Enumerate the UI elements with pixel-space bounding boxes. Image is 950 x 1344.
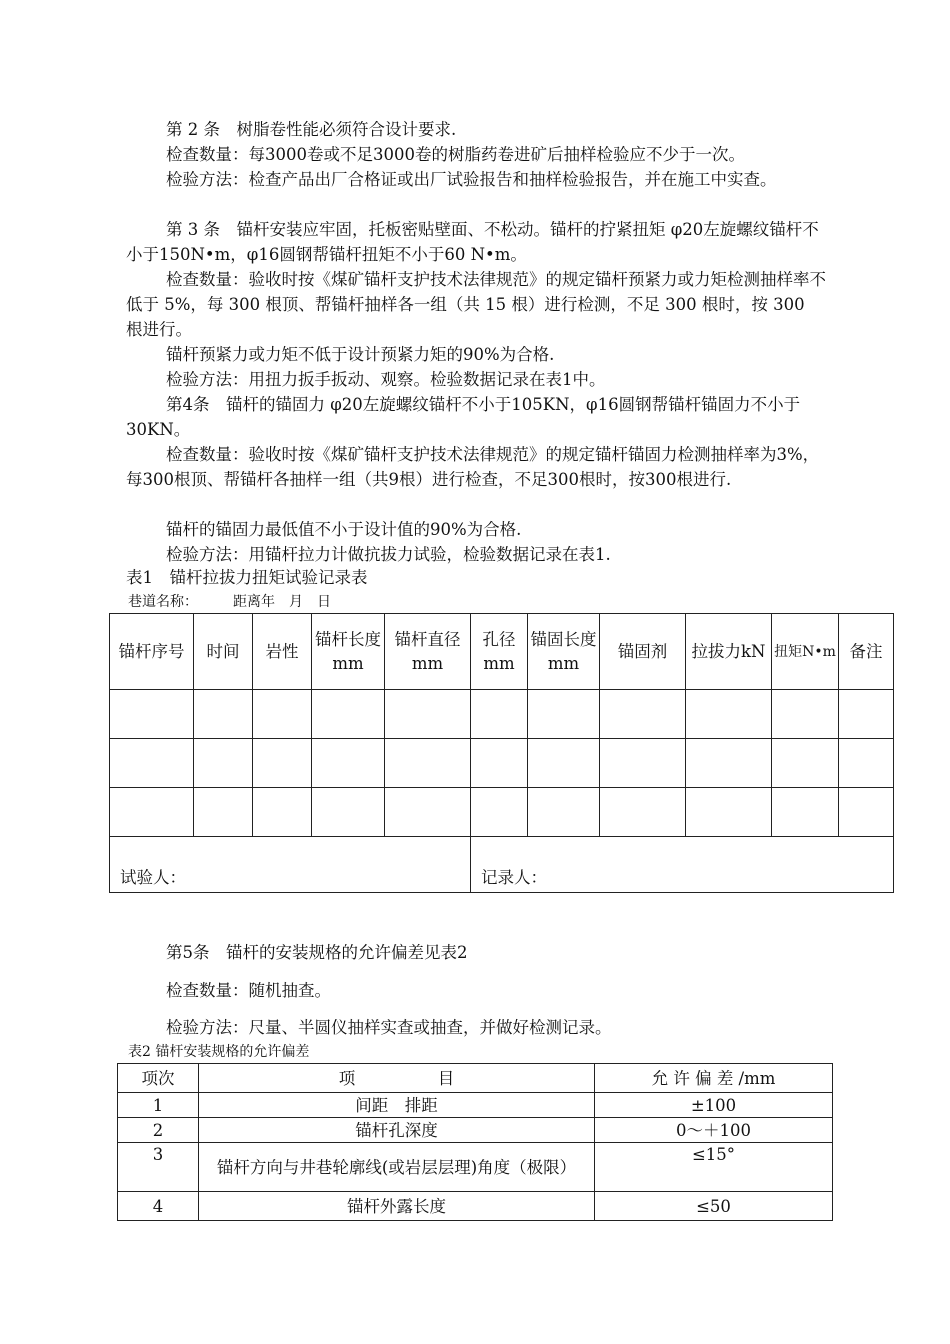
table-cell xyxy=(772,788,839,837)
table-cell xyxy=(528,739,600,788)
header-cell: 扭矩N•m xyxy=(772,614,839,690)
article-3-text: 锚杆安装应牢固，托板密贴壁面、不松动。锚杆的拧紧扭矩 φ20左旋螺纹锚杆不小于150N•m，φ16圆钢帮锚杆扭矩不小于60 N•m。 xyxy=(126,220,819,264)
table-cell xyxy=(528,788,600,837)
article-3-pass-criteria: 锚杆预紧力或力矩不低于设计预紧力矩的90%为合格. xyxy=(166,345,555,364)
article-4-heading: 第4条 xyxy=(166,395,210,414)
table-cell xyxy=(772,739,839,788)
header-cell: 锚杆直径mm xyxy=(385,614,471,690)
tester-signature: 试验人： xyxy=(110,837,471,893)
article-3 xyxy=(126,217,826,267)
table-cell xyxy=(600,788,686,837)
row-item: 锚杆方向与井巷轮廓线(或岩层层理)角度（极限） xyxy=(199,1143,595,1192)
row-number: 1 xyxy=(118,1093,199,1118)
table-2-caption: 表2 锚杆安装规格的允许偏差 xyxy=(128,1044,310,1060)
table-1-subcaption: 巷道名称： 距离年 月 日 xyxy=(128,594,331,610)
header-cell: 项次 xyxy=(118,1064,199,1093)
table-row xyxy=(110,739,894,788)
article-5: 第5条 锚杆的安装规格的允许偏差见表2 xyxy=(166,943,468,962)
article-4-pass-criteria: 锚杆的锚固力最低值不小于设计值的90%为合格. xyxy=(166,520,522,539)
table-row xyxy=(110,788,894,837)
table-cell xyxy=(312,739,385,788)
table-cell xyxy=(110,690,194,739)
article-2-heading: 第 2 条 xyxy=(166,120,220,139)
recorder-signature: 记录人： xyxy=(471,837,894,893)
table-1-header-row xyxy=(110,614,894,690)
row-tolerance: 0～＋100 xyxy=(595,1118,833,1143)
table-cell xyxy=(839,690,894,739)
table-cell xyxy=(110,788,194,837)
table-cell xyxy=(110,739,194,788)
table-cell xyxy=(686,739,772,788)
table-row xyxy=(118,1118,833,1143)
table-cell xyxy=(385,690,471,739)
row-item: 锚杆孔深度 xyxy=(199,1118,595,1143)
article-4-text: 锚杆的锚固力 φ20左旋螺纹锚杆不小于105KN，φ16圆钢帮锚杆锚固力不小于30KN。 xyxy=(126,395,801,439)
table-cell xyxy=(686,690,772,739)
table-cell xyxy=(194,739,253,788)
header-cell: 孔径mm xyxy=(471,614,528,690)
article-5-method: 检验方法：尺量、半圆仪抽样实查或抽查，并做好检测记录。 xyxy=(166,1018,612,1037)
table-cell xyxy=(385,739,471,788)
header-cell: 锚固剂 xyxy=(600,614,686,690)
table-cell xyxy=(312,690,385,739)
header-cell: 拉拔力kN xyxy=(686,614,772,690)
header-cell: 岩性 xyxy=(253,614,312,690)
table-cell xyxy=(600,690,686,739)
header-cell: 锚固长度mm xyxy=(528,614,600,690)
table-cell xyxy=(600,739,686,788)
header-cell: 允 许 偏 差 /mm xyxy=(595,1064,833,1093)
table-row xyxy=(118,1143,833,1192)
table-row xyxy=(118,1192,833,1221)
article-3-heading: 第 3 条 xyxy=(166,220,220,239)
table-cell xyxy=(253,690,312,739)
table-row xyxy=(110,690,894,739)
table-cell xyxy=(528,690,600,739)
row-item: 间距 排距 xyxy=(199,1093,595,1118)
table-cell xyxy=(839,739,894,788)
row-item: 锚杆外露长度 xyxy=(199,1192,595,1221)
table-cell xyxy=(471,690,528,739)
article-2-method: 检验方法：检查产品出厂合格证或出厂试验报告和抽样检验报告，并在施工中实查。 xyxy=(166,170,777,189)
table-row xyxy=(118,1093,833,1118)
header-cell: 时间 xyxy=(194,614,253,690)
article-5-quantity: 检查数量：随机抽查。 xyxy=(166,981,331,1000)
table-cell xyxy=(312,788,385,837)
anchor-pull-test-table xyxy=(109,613,894,893)
article-4-method: 检验方法：用锚杆拉力计做抗拔力试验，检验数据记录在表1. xyxy=(166,545,611,564)
table-cell xyxy=(385,788,471,837)
table-1-caption: 表1 锚杆拉拔力扭矩试验记录表 xyxy=(126,568,368,587)
table-cell xyxy=(253,788,312,837)
row-tolerance: ≤50 xyxy=(595,1192,833,1221)
header-cell: 锚杆序号 xyxy=(110,614,194,690)
article-2-quantity: 检查数量：每3000卷或不足3000卷的树脂药卷进矿后抽样检验应不少于一次。 xyxy=(166,145,745,164)
header-cell: 备注 xyxy=(839,614,894,690)
table-cell xyxy=(253,739,312,788)
install-tolerance-table xyxy=(117,1063,833,1221)
row-number: 2 xyxy=(118,1118,199,1143)
article-3-method: 检验方法：用扭力扳手扳动、观察。检验数据记录在表1中。 xyxy=(166,370,606,389)
row-tolerance: ≤15° xyxy=(595,1143,833,1192)
article-2 xyxy=(126,117,826,142)
table-1-signature-row xyxy=(110,837,894,893)
table-cell xyxy=(686,788,772,837)
table-cell xyxy=(772,690,839,739)
article-4 xyxy=(126,392,826,442)
article-2-text: 树脂卷性能必须符合设计要求. xyxy=(236,120,457,139)
table-2-header-row xyxy=(118,1064,833,1093)
row-tolerance: ±100 xyxy=(595,1093,833,1118)
table-cell xyxy=(194,788,253,837)
article-4-quantity: 检查数量：验收时按《煤矿锚杆支护技术法律规范》的规定锚杆锚固力检测抽样率为3%，每300根顶、帮锚杆各抽样一组（共9根）进行检查，不足300根时，按300根进行. xyxy=(126,445,820,489)
header-cell: 项 目 xyxy=(199,1064,595,1093)
table-cell xyxy=(471,788,528,837)
table-cell xyxy=(839,788,894,837)
header-cell: 锚杆长度mm xyxy=(312,614,385,690)
article-3-quantity: 检查数量：验收时按《煤矿锚杆支护技术法律规范》的规定锚杆预紧力或力矩检测抽样率不低于 5%，每 300 根顶、帮锚杆抽样各一组（共 15 根）进行检测，不足 300 根时，按 300 根进行。 xyxy=(126,270,826,339)
row-number: 3 xyxy=(118,1143,199,1192)
table-cell xyxy=(471,739,528,788)
table-cell xyxy=(194,690,253,739)
row-number: 4 xyxy=(118,1192,199,1221)
